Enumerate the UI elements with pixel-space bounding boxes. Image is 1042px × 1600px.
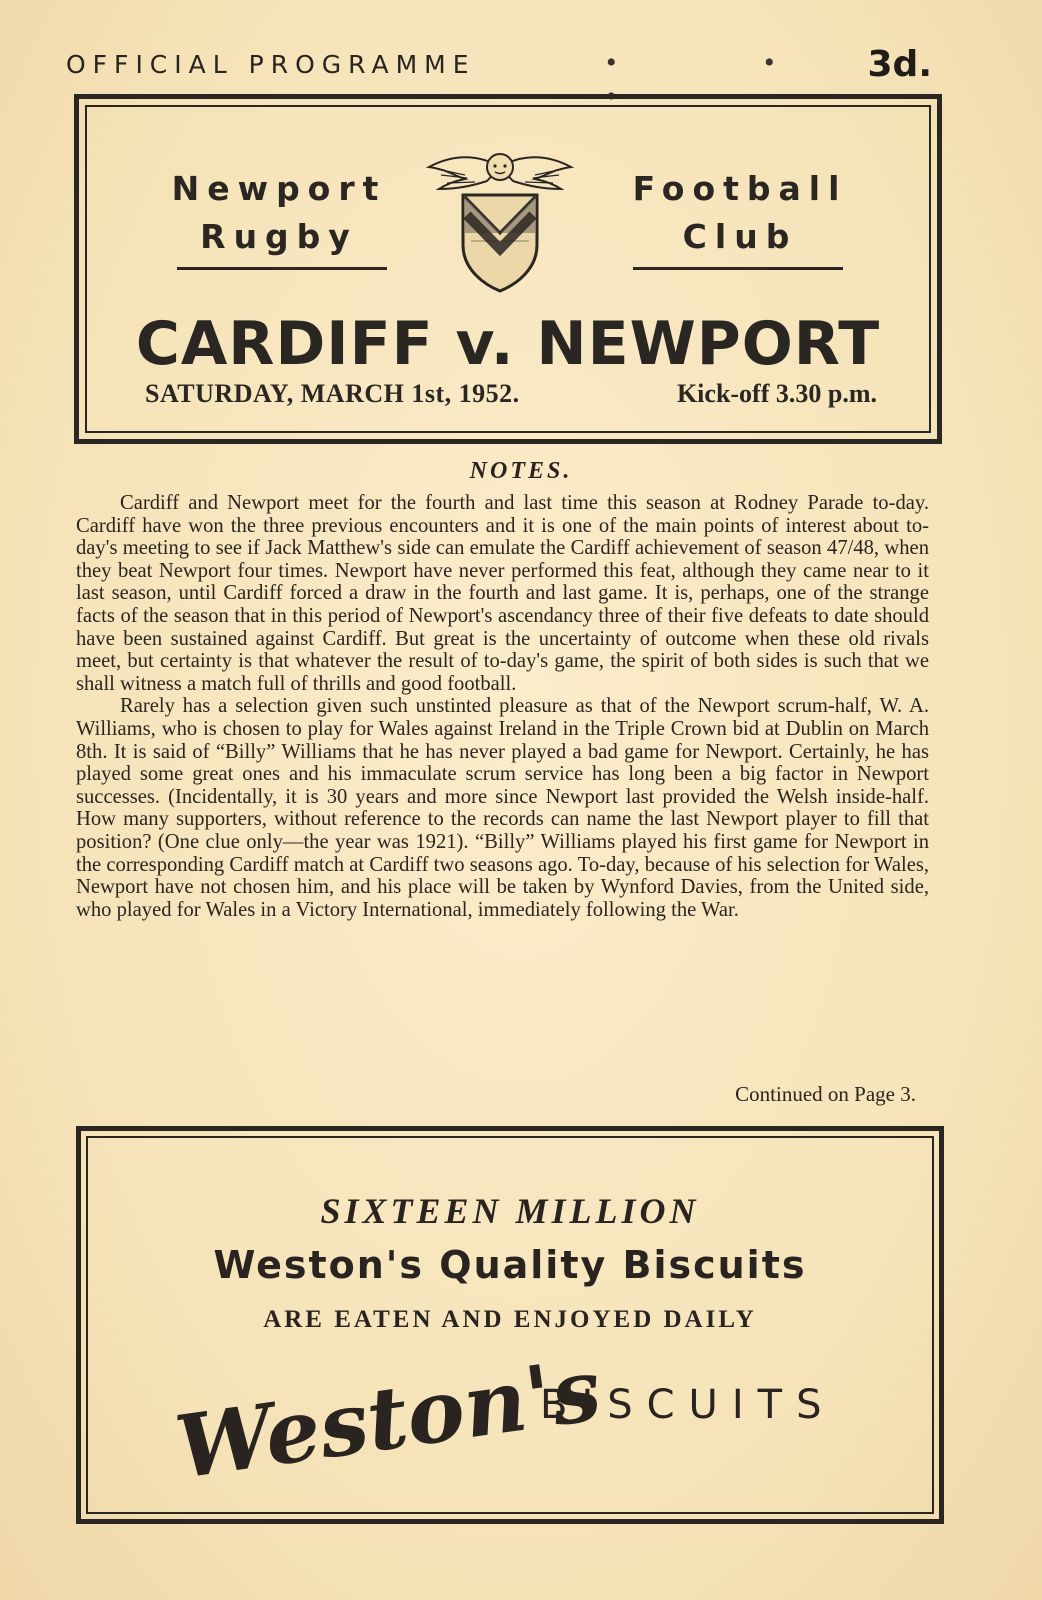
notes-paragraph: Cardiff and Newport meet for the fourth and last time this season at Rodney Parade to-day. Cardiff have won the three previous encounters and it is one of the main points of interest about to-day's meeting to see if Jack Matthew's side can emulate the Cardiff achievement of season 47/48, when they beat Newport four times. Newport have never performed this feat, although they came near to it last season, until Cardiff forced a draw in the fourth and last game. It is, perhaps, one of the strange facts of the season that in this period of Newport's ascendancy three of their five defeats to date should have been sustained against Cardiff. But great is the uncertainty of outcome when these old rivals meet, but certainty is that whatever the result of to-day's game, the spirit of both sides is such that we shall witness a match full of thrills and good football. [76, 492, 929, 695]
header-box [74, 94, 942, 444]
match-title: CARDIFF v. NEWPORT [135, 309, 881, 379]
advert-headline: SIXTEEN MILLION [320, 1191, 700, 1231]
club-name-club: Club [682, 217, 798, 256]
continued-note: Continued on Page 3. [735, 1082, 916, 1106]
club-name-rugby: Rugby [200, 217, 358, 256]
match-date: SATURDAY, MARCH 1st, 1952. [145, 379, 520, 408]
header-inner-border [85, 105, 931, 433]
westons-logo-text: Weston's [169, 1339, 607, 1499]
notes-paragraph: Rarely has a selection given such unstinted pleasure as that of the Newport scrum-half, W. A. Williams, who is chosen to play for Wales against Ireland in the Triple Crown bid at Dublin on March 8th. It is said of “Billy” Williams that he has never played a bad game for Newport. Certainly, he has played some great ones and his immaculate scrum service has long been a big factor in Newport successes. (Incidentally, it is 30 years and more since Newport last provided the Welsh inside-half. How many supporters, without reference to the records can name the last Newport player to fill that position? (One clue only—the year was 1921). “Billy” Williams played his first game for Newport in the corresponding Cardiff match at Cardiff two seasons ago. To-day, because of his selection for Wales, Newport have not chosen him, and his place will be taken by Wynford Davies, from the United side, who played for Wales in a Victory International, immediately following the War. [76, 695, 929, 921]
divider-right [633, 267, 843, 270]
kickoff-time: Kick-off 3.30 p.m. [676, 379, 877, 408]
club-name-newport: Newport [171, 169, 387, 208]
notes-body [76, 492, 929, 921]
notes-heading: NOTES. [469, 458, 573, 484]
westons-logo [168, 1339, 607, 1499]
advert-subheadline: Weston's Quality Biscuits [213, 1243, 807, 1287]
programme-title: OFFICIAL PROGRAMME [66, 50, 476, 79]
club-name-right [615, 165, 865, 261]
club-name-left [169, 165, 389, 261]
advert-box [76, 1126, 944, 1524]
advert-inner-border [86, 1136, 934, 1514]
decorative-dots: • • • [606, 46, 845, 113]
club-crest-icon [425, 145, 575, 295]
top-line [66, 44, 932, 113]
programme-price: 3d. [867, 44, 932, 85]
club-name-football: Football [632, 169, 848, 208]
advert-tagline: ARE EATEN AND ENJOYED DAILY [263, 1306, 757, 1333]
divider-left [177, 267, 387, 270]
advert-brand-word: BISCUITS [540, 1382, 836, 1428]
